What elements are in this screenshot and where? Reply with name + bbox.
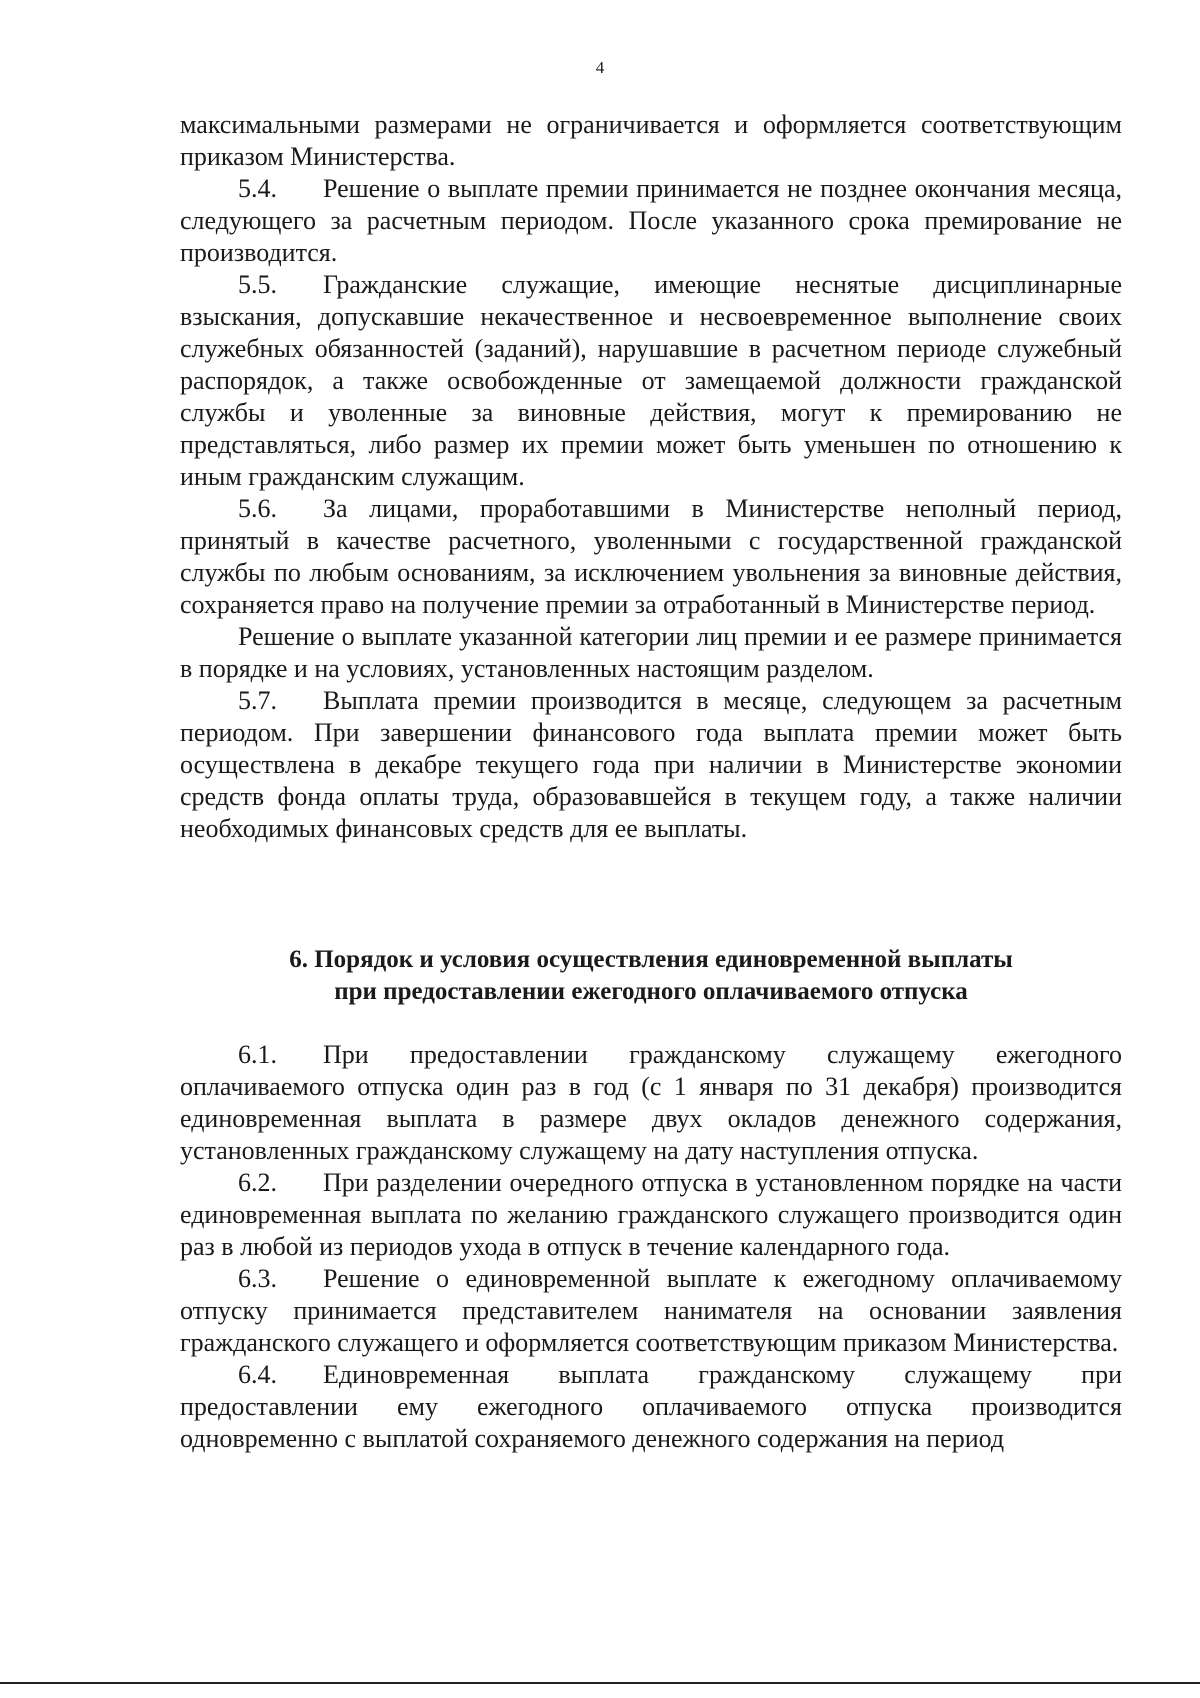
- paragraph-number: 5.7.: [238, 686, 277, 715]
- paragraph-number: 5.5.: [238, 270, 277, 299]
- paragraph-number: 6.2.: [238, 1168, 277, 1197]
- paragraph-number: 5.4.: [238, 174, 277, 203]
- paragraph-text: За лицами, проработавшими в Министерстве неполный период, принятый в качестве расчетного, уволенными с государственной гражданской службы по любым основаниям, за исключением увольнения за виновные действия, сохраняется право на получение премии за отработанный в Министерстве период.: [180, 494, 1122, 619]
- paragraph-text: Решение о выплате указанной категории лиц премии и ее размере принимается в порядке и на условиях, установленных настоящим разделом.: [180, 622, 1122, 683]
- paragraph-5-7: [180, 685, 1122, 845]
- bottom-rule: [0, 1682, 1200, 1684]
- paragraph-5-6: [180, 493, 1122, 621]
- text-block-top: [180, 109, 1122, 845]
- paragraph-text: Решение о выплате премии принимается не позднее окончания месяца, следующего за расчетным периодом. После указанного срока премирование не производится.: [180, 174, 1122, 267]
- section-heading: [180, 944, 1122, 1008]
- section-heading-line: 6. Порядок и условия осуществления единовременной выплаты: [289, 946, 1013, 973]
- paragraph-text: Выплата премии производится в месяце, следующем за расчетным периодом. При завершении финансового года выплата премии может быть осуществлена в декабре текущего года при наличии в Министерстве экономии средств фонда оплаты труда, образовавшейся в текущем году, а также наличии необходимых финансовых средств для ее выплаты.: [180, 686, 1122, 843]
- page-number: 4: [595, 58, 605, 77]
- paragraph-text: При разделении очередного отпуска в установленном порядке на части единовременная выплата по желанию гражданского служащего производится один раз в любой из периодов ухода в отпуск в течение календарного года.: [180, 1168, 1122, 1261]
- paragraph-6-1: [180, 1039, 1122, 1167]
- paragraph-6-2: [180, 1167, 1122, 1263]
- paragraph-6-4: [180, 1359, 1122, 1455]
- paragraph-text: Решение о единовременной выплате к ежегодному оплачиваемому отпуску принимается представителем нанимателя на основании заявления гражданского служащего и оформляется соответствующим приказом Министерства.: [180, 1264, 1122, 1357]
- paragraph-6-3: [180, 1263, 1122, 1359]
- paragraph-number: 6.4.: [238, 1360, 277, 1389]
- paragraph-5-5: [180, 269, 1122, 493]
- section-heading-line: при предоставлении ежегодного оплачиваемого отпуска: [334, 978, 968, 1005]
- paragraph-5-6-decision: [180, 621, 1122, 685]
- paragraph-number: 6.3.: [238, 1264, 277, 1293]
- text-block-bottom: [180, 1039, 1122, 1455]
- paragraph-continuation: [180, 109, 1122, 173]
- paragraph-number: 6.1.: [238, 1040, 277, 1069]
- paragraph-number: 5.6.: [238, 494, 277, 523]
- paragraph-text: Гражданские служащие, имеющие неснятые дисциплинарные взыскания, допускавшие некачественное и несвоевременное выполнение своих служебных обязанностей (заданий), нарушавшие в расчетном периоде служебный распорядок, а также освобожденные от замещаемой должности гражданской службы и уволенные за виновные действия, могут к премированию не представляться, либо размер их премии может быть уменьшен по отношению к иным гражданским служащим.: [180, 270, 1122, 491]
- paragraph-5-4: [180, 173, 1122, 269]
- paragraph-text: При предоставлении гражданскому служащему ежегодного оплачиваемого отпуска один раз в год (с 1 января по 31 декабря) производится единовременная выплата в размере двух окладов денежного содержания, установленных гражданскому служащему на дату наступления отпуска.: [180, 1040, 1122, 1165]
- paragraph-text: Единовременная выплата гражданскому служащему при предоставлении ему ежегодного оплачиваемого отпуска производится одновременно с выплатой сохраняемого денежного содержания на период: [180, 1360, 1122, 1453]
- paragraph-text: максимальными размерами не ограничивается и оформляется соответствующим приказом Министерства.: [180, 110, 1122, 171]
